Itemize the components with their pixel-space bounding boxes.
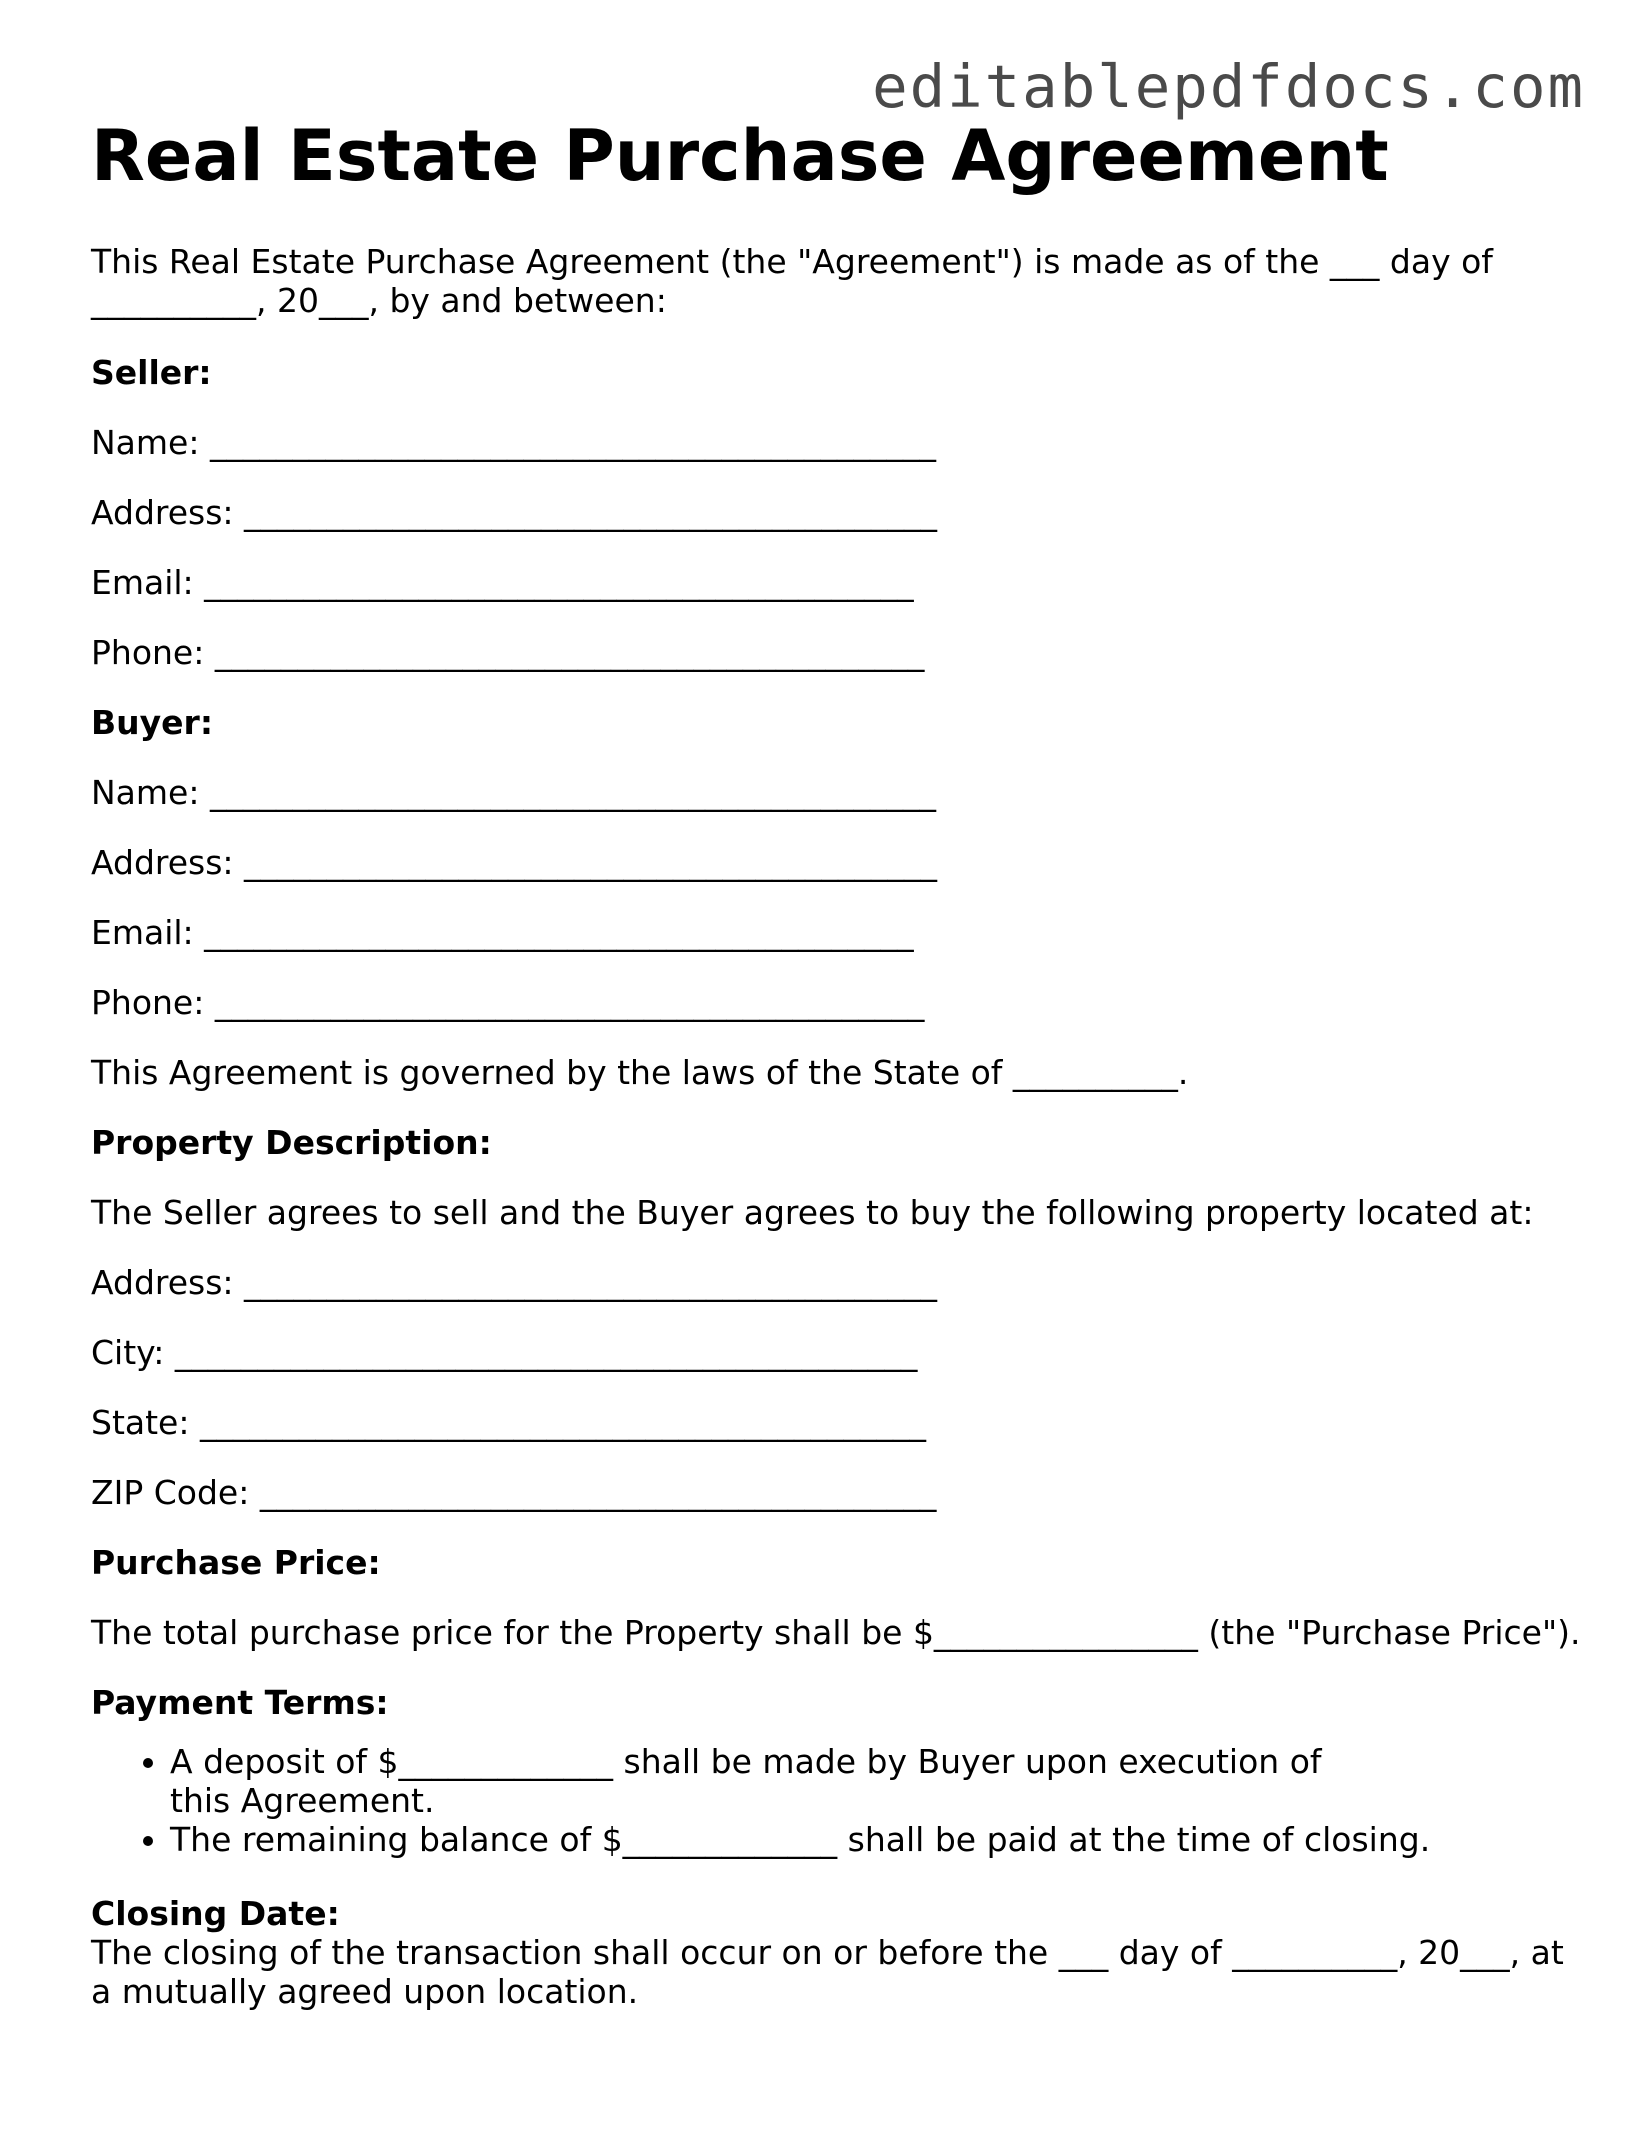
purchase-price-heading: Purchase Price: bbox=[91, 1543, 381, 1582]
buyer-heading: Buyer: bbox=[91, 703, 214, 742]
property-heading: Property Description: bbox=[91, 1123, 492, 1162]
document-page bbox=[91, 112, 1581, 2011]
list-item: • The remaining balance of $_____________ shall be paid at the time of closing. bbox=[170, 1820, 1571, 1859]
payment-terms-heading: Payment Terms: bbox=[91, 1683, 389, 1722]
seller-heading: Seller: bbox=[91, 353, 212, 392]
buyer-name-field: Name: ____________________________________________ bbox=[91, 773, 936, 812]
property-address-field: Address: __________________________________________ bbox=[91, 1263, 938, 1302]
property-text: The Seller agrees to sell and the Buyer agrees to buy the following property located at: bbox=[91, 1193, 1534, 1232]
payment-terms-list bbox=[91, 1742, 1571, 1859]
document-title: Real Estate Purchase Agreement bbox=[91, 115, 1389, 197]
buyer-phone-field: Phone: ___________________________________________ bbox=[91, 983, 925, 1022]
buyer-address-field: Address: __________________________________________ bbox=[91, 843, 938, 882]
property-zip-field: ZIP Code: _________________________________________ bbox=[91, 1473, 937, 1512]
purchase-price-text: The total purchase price for the Property shall be $________________ (the "Purchase Price"). bbox=[91, 1613, 1581, 1652]
seller-address-field: Address: __________________________________________ bbox=[91, 493, 938, 532]
seller-email-field: Email: ___________________________________________ bbox=[91, 563, 914, 602]
closing-date-text: The closing of the transaction shall occur on or before the ___ day of __________, 20___, at a mutually agreed upon location. bbox=[91, 1933, 1564, 2011]
seller-name-field: Name: ____________________________________________ bbox=[91, 423, 936, 462]
seller-phone-field: Phone: ___________________________________________ bbox=[91, 633, 925, 672]
governing-law: This Agreement is governed by the laws of the State of __________. bbox=[91, 1053, 1189, 1092]
watermark: editablepdfdocs.com bbox=[872, 52, 1585, 121]
closing-date-heading: Closing Date: bbox=[91, 1894, 340, 1933]
intro-paragraph: This Real Estate Purchase Agreement (the "Agreement") is made as of the ___ day of __________, 20___, by and between: bbox=[91, 242, 1493, 320]
property-city-field: City: _____________________________________________ bbox=[91, 1333, 918, 1372]
property-state-field: State: ____________________________________________ bbox=[91, 1403, 926, 1442]
list-item: • A deposit of $_____________ shall be made by Buyer upon execution of this Agreement. bbox=[170, 1742, 1350, 1820]
buyer-email-field: Email: ___________________________________________ bbox=[91, 913, 914, 952]
